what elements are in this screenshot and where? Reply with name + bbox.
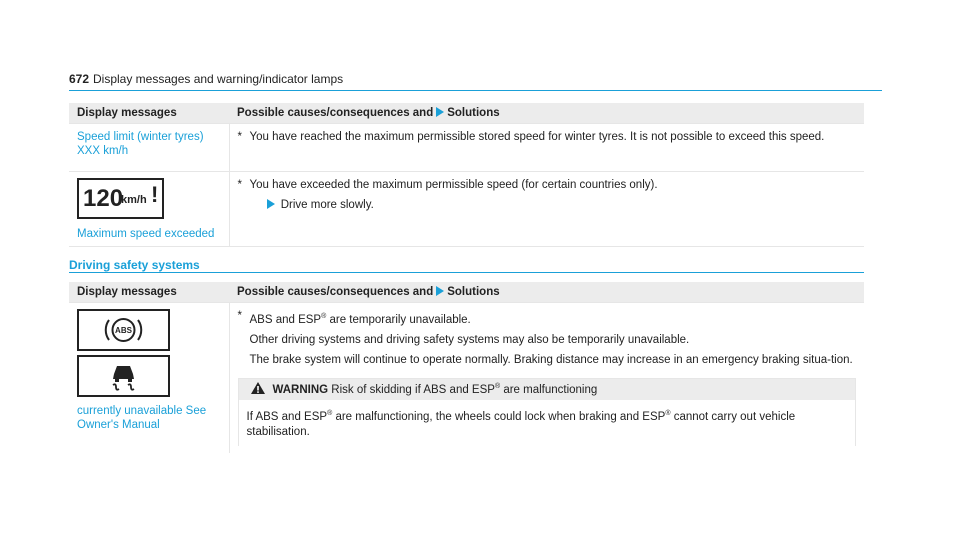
abs-warning-icon [77,309,170,351]
col-header-causes: Possible causes/consequences and Solutions [229,282,864,303]
message-cell: 120 km/h ! Maximum speed exceeded [69,172,229,247]
arrow-right-icon [436,286,444,296]
arrow-right-icon [436,107,444,117]
display-messages-table [69,103,864,247]
cause-cell: * ABS and ESP® are temporarily unavailable. Other driving systems and driving safety systems may also be temporarily unavailable. The brake system will continue to operate normally. Braking distance may increase in an emergency braking situa-tion. WARNING Risk of skidding if ABS and ESP® are malfunctioning If ABS and ESP® are malfunctioning, the wheels could lock when braking and ESP® cannot carry out vehicle stabilisation. [229,303,864,453]
col-header-display-messages: Display messages [69,103,229,124]
section-heading: Driving safety systems [69,258,864,273]
page-header [69,69,882,91]
svg-text:ABS: ABS [115,326,132,335]
table-row [69,172,864,247]
table-row [69,303,864,453]
arrow-right-icon [267,199,275,209]
speed-limit-icon: 120 km/h ! [77,178,164,219]
esp-skidding-car-icon [77,355,170,397]
warning-triangle-icon [251,382,265,394]
col-header-display-messages: Display messages [69,282,229,303]
driving-safety-table [69,282,864,453]
col-header-causes: Possible causes/consequences and Solutions [229,103,864,124]
table-row [69,124,864,172]
page-number: 672 [69,72,90,86]
message-cell: ABS currently unavailable See Owner's Manual [69,303,229,453]
message-cell: Speed limit (winter tyres) XXX km/h [69,124,229,172]
cause-cell: * You have exceeded the maximum permissible speed (for certain countries only). Drive more slowly. [229,172,864,247]
warning-box: WARNING Risk of skidding if ABS and ESP® are malfunctioning If ABS and ESP® are malfunctioning, the wheels could lock when braking and ESP® cannot carry out vehicle stabilisation. [238,378,857,446]
cause-cell: * You have reached the maximum permissible stored speed for winter tyres. It is not possible to exceed this speed. [229,124,864,172]
page-header-title: Display messages and warning/indicator lamps [93,72,344,86]
